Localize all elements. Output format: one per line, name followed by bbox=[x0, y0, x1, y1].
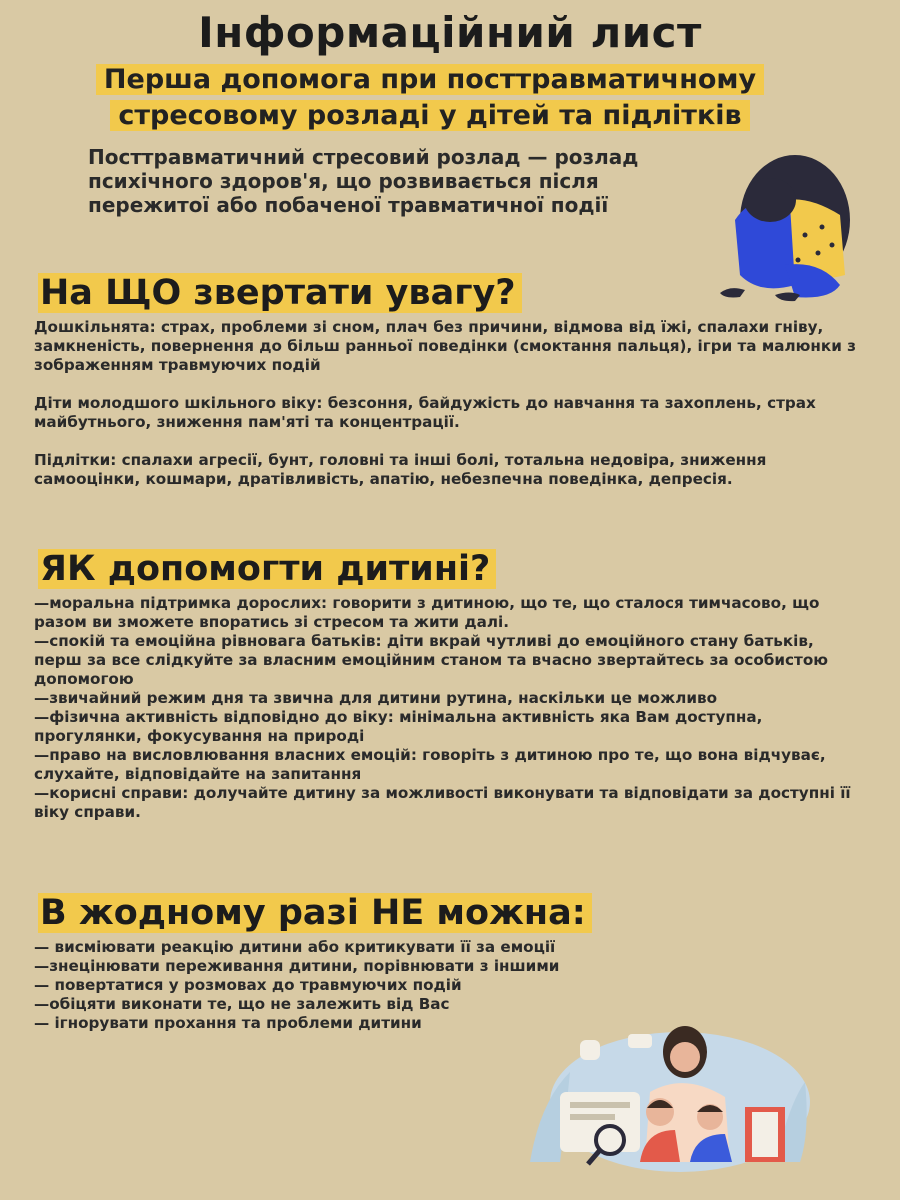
intro-definition: Посттравматичний стресовий розлад — розлад психічного здоров'я, що розвивається після пережитої або побаченої травматичної події bbox=[88, 145, 639, 217]
list-item: —фізична активність відповідно до віку: мінімальна активність яка Вам доступна, прогулянки, фокусування на природі bbox=[34, 708, 763, 745]
list-item: — повертатися у розмовах до травмуючих подій bbox=[34, 976, 462, 994]
list-item: — ігнорувати прохання та проблеми дитини bbox=[34, 1014, 422, 1032]
subtitle-block bbox=[50, 62, 810, 134]
section-how-to-help-title bbox=[38, 548, 496, 590]
page-title: Інформаційний лист bbox=[198, 8, 702, 57]
section-never-title bbox=[38, 892, 592, 934]
mother-with-children-illustration bbox=[520, 1012, 820, 1172]
list-item: —обіцяти виконати те, що не залежить від Вас bbox=[34, 995, 450, 1013]
paragraph-teenagers: Підлітки: спалахи агресії, бунт, головні та інші болі, тотальна недовіра, зниження самооцінки, кошмари, дратівливість, апатію, небезпечна поведінка, депресія. bbox=[34, 451, 767, 488]
list-item: —право на висловлювання власних емоцій: говоріть з дитиною про те, що вона відчуває, слухайте, відповідайте на запитання bbox=[34, 746, 826, 783]
subtitle: Перша допомога при посттравматичному стресовому розладі у дітей та підлітків bbox=[96, 64, 764, 131]
how-to-help-list bbox=[34, 594, 864, 822]
list-item: — висміювати реакцію дитини або критикувати її за емоції bbox=[34, 938, 556, 956]
paragraph-primary-school: Діти молодшого шкільного віку: безсоння, байдужість до навчання та захоплень, страх майбутнього, зниження пам'яті та концентрації. bbox=[34, 394, 816, 431]
list-item: —корисні справи: долучайте дитину за можливості виконувати та відповідати за доступні її віку справи. bbox=[34, 784, 851, 821]
sad-girl-illustration bbox=[700, 135, 860, 305]
paragraph-preschoolers: Дошкільнята: страх, проблеми зі сном, плач без причини, відмова від їжі, спалахи гніву, замкненість, повернення до більш ранньої поведінки (смоктання пальця), ігри та малюнки з зображенням травмуючих подій bbox=[34, 318, 856, 374]
section-never-label: В жодному разі НЕ можна: bbox=[38, 893, 592, 933]
list-item: —моральна підтримка дорослих: говорити з дитиною, що те, що сталося тимчасово, що разом ви зможете впоратись зі стресом та жити далі. bbox=[34, 594, 820, 631]
list-item: —звичайний режим дня та звична для дитини рутина, наскільки це можливо bbox=[34, 689, 717, 707]
what-to-watch-content bbox=[34, 318, 864, 489]
list-item: —знецінювати переживання дитини, порівнювати з іншими bbox=[34, 957, 560, 975]
list-item: —спокій та емоційна рівновага батьків: діти вкрай чутливі до емоційного стану батьків, перш за все слідкуйте за власним емоційним станом та вчасно звертайтесь за особистою допомогою bbox=[34, 632, 829, 688]
section-how-to-help-label: ЯК допомогти дитині? bbox=[38, 549, 496, 589]
section-what-to-watch-title bbox=[38, 272, 522, 314]
section-what-to-watch-label: На ЩО звертати увагу? bbox=[38, 273, 522, 313]
never-list bbox=[34, 938, 594, 1033]
